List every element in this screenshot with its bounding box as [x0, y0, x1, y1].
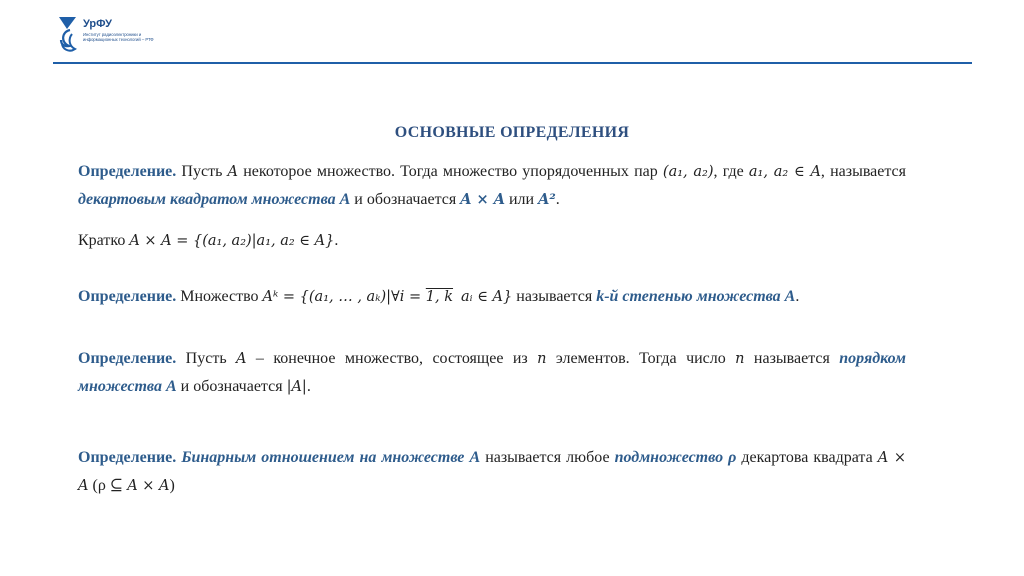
page-title: ОСНОВНЫЕ ОПРЕДЕЛЕНИЯ: [394, 124, 630, 141]
math: aᵢ ∈ A}: [461, 289, 513, 305]
math: n: [537, 351, 547, 367]
definition-label: Определение.: [78, 163, 177, 180]
text: или: [504, 191, 539, 208]
term-highlight: k-й степенью множества A: [596, 288, 796, 305]
term-highlight: подмножество ρ: [614, 449, 737, 466]
definition-label: Определение.: [78, 350, 177, 367]
math: A: [227, 164, 239, 180]
text: Пусть: [176, 163, 228, 180]
math: Aᵏ = {(a₁, … , aₖ)|∀i =: [262, 289, 426, 305]
text: Пусть: [176, 350, 237, 367]
text: ): [169, 477, 175, 494]
logo-subtitle: Институт радиоэлектроники и информационных технологий – РТФ: [83, 32, 154, 42]
text: .: [795, 288, 800, 305]
term-highlight: порядком множества A: [78, 350, 906, 395]
text: .: [555, 191, 560, 208]
text: называется: [512, 288, 597, 305]
text: декартова квадрата: [736, 449, 878, 466]
math-overline: 1, k: [425, 289, 454, 305]
text: элементов. Тогда число: [546, 350, 736, 367]
text: Кратко: [78, 232, 130, 249]
math: |A|: [286, 379, 307, 395]
text: называется любое: [480, 449, 615, 466]
term-highlight: декартовым квадратом множества A: [78, 191, 351, 208]
definition-2: [78, 283, 906, 311]
definition-3: [78, 345, 906, 401]
urfu-logo: [56, 16, 166, 58]
text: называется: [744, 350, 840, 367]
math: A × A: [78, 450, 907, 494]
text: некоторое множество. Тогда множество упорядоченных пар: [238, 163, 663, 180]
text: (ρ ⊆: [88, 477, 128, 494]
term-highlight: Бинарным отношением на множестве A: [181, 449, 481, 466]
text: и обозначается: [176, 378, 287, 395]
math: A²: [538, 191, 556, 208]
definition-label: Определение.: [78, 288, 177, 305]
math: A × A = {(a₁, a₂)|a₁, a₂ ∈ A}: [129, 233, 335, 249]
math: A × A: [127, 478, 170, 494]
definition-4: [78, 444, 906, 500]
text: , называется: [820, 163, 907, 180]
math: (a₁, a₂): [662, 164, 714, 180]
urfu-logo-icon: [56, 16, 78, 56]
math: A: [236, 351, 247, 367]
math: A × A: [460, 191, 505, 208]
text: – конечное множество, состоящее из: [246, 350, 538, 367]
logo-title: УрФУ: [83, 18, 112, 30]
text: .: [334, 232, 339, 249]
math: n: [735, 351, 745, 367]
text: и обозначается: [350, 191, 461, 208]
definition-label: Определение.: [78, 449, 177, 466]
text: Множество: [176, 288, 263, 305]
header-divider: [53, 62, 972, 64]
math: a₁, a₂ ∈ A: [748, 164, 821, 180]
text: .: [306, 378, 311, 395]
text: , где: [713, 163, 749, 180]
brief-notation: [78, 227, 906, 255]
definition-1: [78, 158, 906, 213]
